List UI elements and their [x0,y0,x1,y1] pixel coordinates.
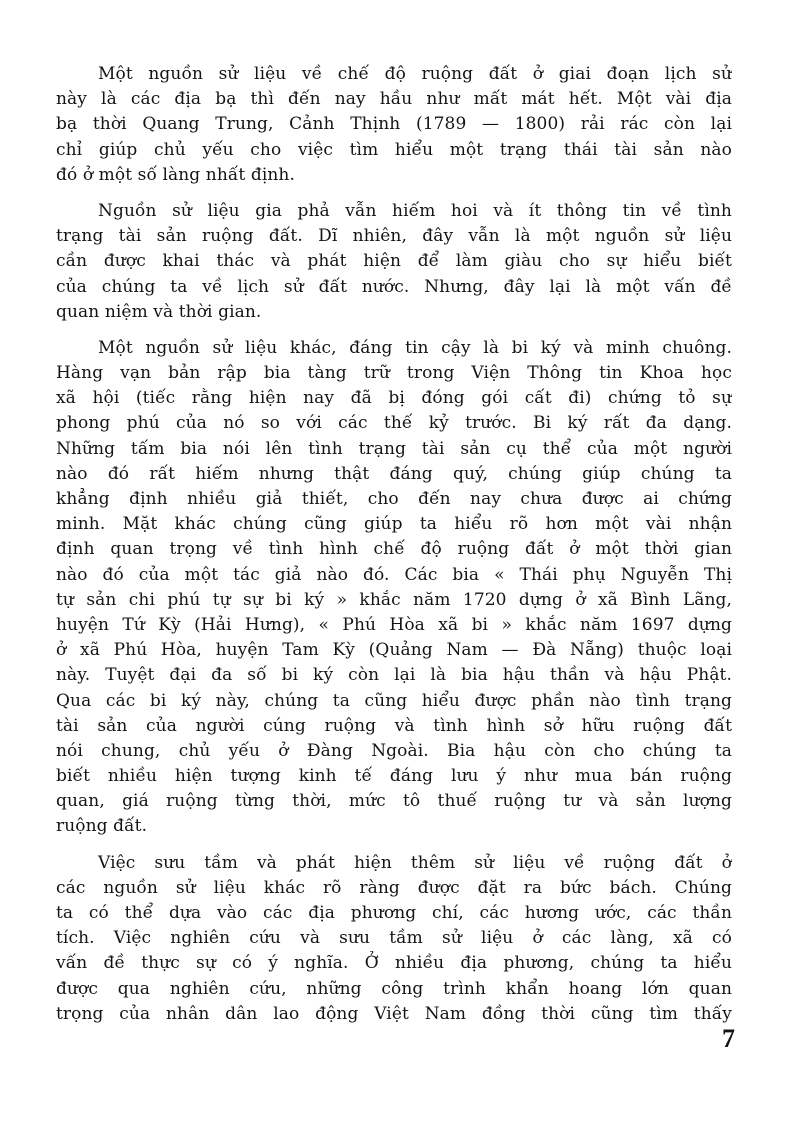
text-line: định quan trọng về tình hình chế độ ruộng đất ở một thời gian [56,539,732,560]
text-line: tích. Việc nghiên cứu và sưu tầm sử liệu ở các làng, xã có [56,928,732,949]
text-line: của chúng ta về lịch sử đất nước. Nhưng, đây lại là một vấn đề [56,276,732,297]
page-number: 7 [722,1024,735,1053]
text-line: tự sản chi phú tự sự bi ký » khắc năm 1720 dựng ở xã Bình Lãng, [56,589,732,610]
page-body [56,62,732,1038]
text-line: khẳng định nhiều giả thiết, cho đến nay chưa được ai chứng [56,489,732,509]
text-line: quan, giá ruộng từng thời, mức tô thuế ruộng tư và sản lượng [56,791,732,812]
text-line: Một nguồn sử liệu về chế độ ruộng đất ở giai đoạn lịch sử [98,64,732,84]
text-line: Qua các bi ký này, chúng ta cũng hiểu được phần nào tình trạng [56,690,732,711]
text-line: bạ thời Quang Trung, Cảnh Thịnh (1789 — 1800) rải rác còn lại [56,114,732,135]
text-line: minh. Mặt khác chúng cũng giúp ta hiểu rõ hơn một vài nhận [56,514,732,535]
text-line: huyện Tứ Kỳ (Hải Hưng), « Phú Hòa xã bi » khắc năm 1697 dựng [56,614,732,635]
text-line: chỉ giúp chủ yếu cho việc tìm hiểu một trạng thái tài sản nào [56,139,732,160]
text-line: trọng của nhân dân lao động Việt Nam đồng thời cũng tìm thấy [56,1003,732,1024]
paragraph-3 [56,336,732,840]
text-line: tài sản của người cúng ruộng và tình hình sở hữu ruộng đất [56,715,732,736]
paragraph-2 [56,199,732,325]
text-line: ta có thể dựa vào các địa phương chí, các hương ước, các thần [56,903,732,923]
paragraph-4 [56,851,732,1027]
text-line: này là các địa bạ thì đến nay hầu như mất mát hết. Một vài địa [56,89,732,110]
text-line: nào đó rất hiếm nhưng thật đáng quý, chúng giúp chúng ta [56,463,732,484]
text-line: Những tấm bia nói lên tình trạng tài sản cụ thể của một người [56,438,732,459]
text-line: nào đó của một tác giả nào đó. Các bia « Thái phụ Nguyễn Thị [56,564,732,585]
text-line: vấn đề thực sự có ý nghĩa. Ở nhiều địa phương, chúng ta hiểu [56,953,732,974]
text-line: Việc sưu tầm và phát hiện thêm sử liệu về ruộng đất ở [98,852,732,873]
text-line: xã hội (tiếc rằng hiện nay đã bị đóng gói cất đi) chứng tỏ sự [56,388,732,409]
text-line: quan niệm và thời gian. [56,301,262,322]
text-line: cần được khai thác và phát hiện để làm giàu cho sự hiểu biết [56,251,732,272]
text-line: này. Tuyệt đại đa số bi ký còn lại là bia hậu thần và hậu Phật. [56,665,732,686]
text-line: Nguồn sử liệu gia phả vẫn hiếm hoi và ít thông tin về tình [98,200,732,221]
text-line: đó ở một số làng nhất định. [56,164,295,185]
text-line: Hàng vạn bản rập bia tàng trữ trong Viện Thông tin Khoa học [56,363,732,384]
text-line: biết nhiều hiện tượng kinh tế đáng lưu ý như mua bán ruộng [56,766,732,787]
text-line: Một nguồn sử liệu khác, đáng tin cậy là bi ký và minh chuông. [98,337,732,358]
text-line: trạng tài sản ruộng đất. Dĩ nhiên, đây vẫn là một nguồn sử liệu [56,226,732,247]
text-line: các nguồn sử liệu khác rõ ràng được đặt ra bức bách. Chúng [56,877,732,898]
text-line: ở xã Phú Hòa, huyện Tam Kỳ (Quảng Nam — Đà Nẵng) thuộc loại [56,640,732,661]
text-line: nói chung, chủ yếu ở Đàng Ngoài. Bia hậu còn cho chúng ta [56,740,732,761]
paragraph-1 [56,62,732,188]
text-line: phong phú của nó so với các thế kỷ trước. Bi ký rất đa dạng. [56,413,732,434]
text-line: ruộng đất. [56,816,148,837]
text-line: được qua nghiên cứu, những công trình khẩn hoang lớn quan [56,978,732,999]
